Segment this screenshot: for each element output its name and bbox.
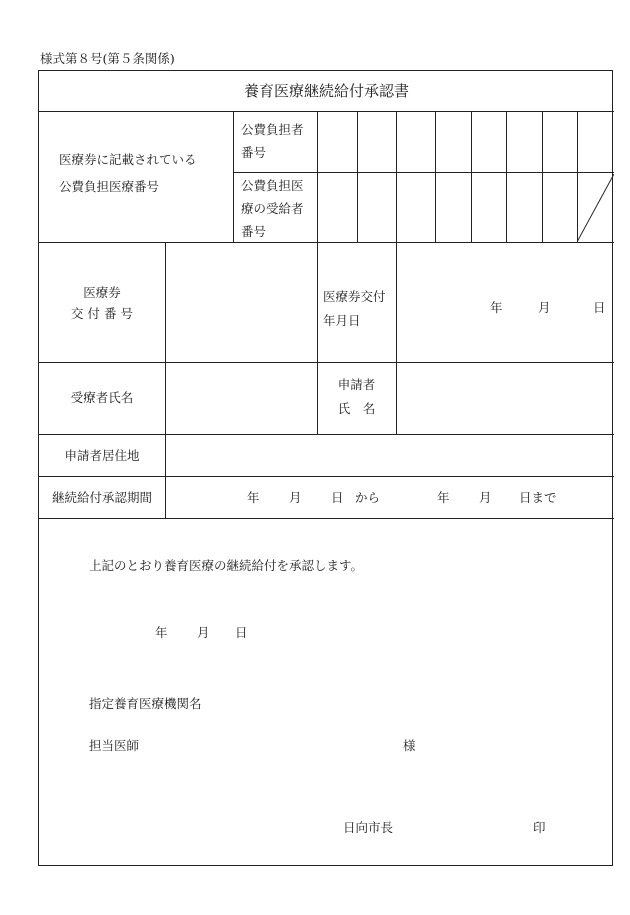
issue-number-label-line1: 医療券 — [83, 285, 121, 300]
issue-date-label-line1: 医療券交付 — [323, 289, 386, 304]
rule-v-digit-0 — [317, 111, 318, 242]
ticket-number-label-line1: 医療券に記載されている — [59, 152, 197, 167]
rule-v-digit-4 — [471, 111, 472, 242]
issue-number-label-line2: 交 付 番 号 — [71, 306, 133, 321]
doctor-label: 担当医師 — [89, 738, 140, 753]
patient-name-label: 受療者氏名 — [70, 390, 134, 405]
rule-v-digit-1 — [357, 111, 358, 242]
approval-statement: 上記のとおり養育医療の継続給付を承認します。 — [89, 558, 364, 573]
rule-v-digit-5 — [506, 111, 507, 242]
rule-row2 — [39, 362, 614, 363]
period-to-day: 日まで — [519, 490, 557, 505]
payer-number-label-line1: 公費負担者 — [241, 122, 304, 137]
approval-date-day: 日 — [235, 625, 248, 640]
rule-number-split — [233, 172, 614, 173]
honorific: 様 — [403, 738, 416, 753]
applicant-name-label-line1: 申請者 — [337, 377, 376, 392]
issue-date-year: 年 — [490, 300, 503, 315]
period-from-month: 月 — [289, 490, 302, 505]
period-to-month: 月 — [479, 490, 492, 505]
recipient-number-label-line2: 療の受給者 — [241, 201, 304, 216]
rule-row4 — [39, 476, 614, 477]
form-number: 様式第８号(第５条関係) — [40, 51, 175, 66]
issue-date-day: 日 — [593, 300, 606, 315]
seal-mark: 印 — [533, 820, 546, 835]
approval-date-month: 月 — [197, 625, 210, 640]
period-from-label: から — [355, 490, 381, 505]
issue-date-label-line2: 年月日 — [323, 313, 361, 328]
recipient-number-label-line1: 公費負担医 — [241, 178, 304, 193]
issue-date-month: 月 — [538, 300, 551, 315]
payer-number-label-line2: 番号 — [241, 145, 267, 160]
mayor-label: 日向市長 — [343, 820, 394, 835]
form-title: 養育医療継続給付承認書 — [243, 82, 409, 100]
applicant-name-label-line2: 氏 名 — [337, 401, 376, 416]
rule-v-digit-2 — [396, 111, 397, 242]
rule-v-number-label — [233, 111, 234, 242]
ticket-number-label-line2: 公費負担医療番号 — [59, 179, 160, 194]
void-diagonal — [577, 174, 614, 242]
rule-row5 — [39, 518, 614, 519]
rule-v-mid-right — [396, 242, 397, 434]
rule-v-label-col — [165, 242, 166, 518]
approval-period-label: 継続給付承認期間 — [51, 490, 152, 505]
period-from-year: 年 — [247, 490, 260, 505]
institution-label: 指定養育医療機関名 — [89, 696, 202, 711]
recipient-number-label-line3: 番号 — [241, 224, 267, 239]
rule-row1 — [39, 242, 614, 243]
rule-row3 — [39, 434, 614, 435]
rule-title — [39, 111, 614, 112]
period-from-day: 日 — [331, 490, 344, 505]
applicant-address-label: 申請者居住地 — [64, 448, 140, 463]
rule-v-digit-6 — [542, 111, 543, 242]
rule-v-digit-3 — [435, 111, 436, 242]
approval-form — [38, 70, 613, 866]
period-to-year: 年 — [437, 490, 450, 505]
approval-date-year: 年 — [155, 625, 168, 640]
